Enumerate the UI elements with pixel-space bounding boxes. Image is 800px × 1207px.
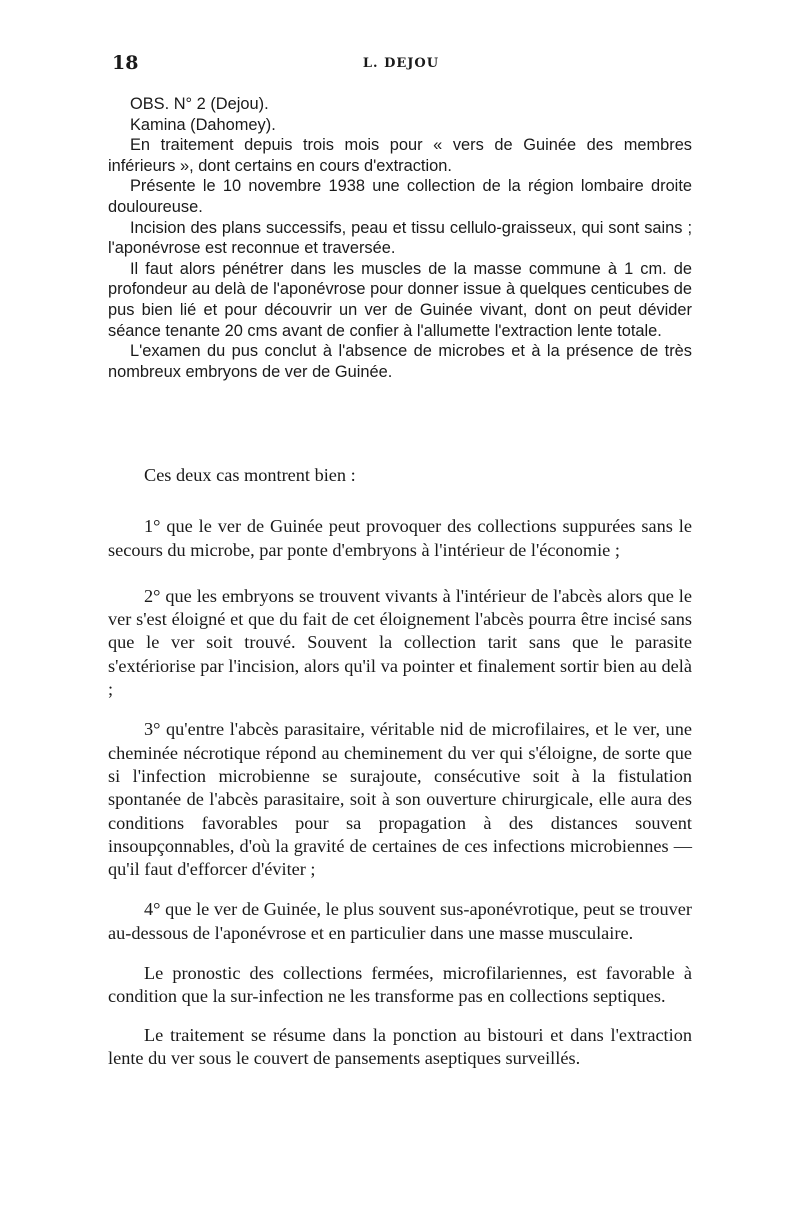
running-head: L. DEJOU: [362, 56, 440, 71]
treatment-paragraph: Le traitement se résume dans la ponction au bistouri et dans l'extraction lente du ver sous le couvert de pansements aseptiques surveillés.: [108, 1024, 692, 1068]
prognosis-paragraph: Le pronostic des collections fermées, microfilariennes, est favorable à condition que la sur-infection ne les transforme pas en collections septiques.: [108, 963, 692, 1007]
numbered-point: 4° que le ver de Guinée, le plus souvent sus-aponévrotique, peut se trouver au-dessous de l'aponévrose et en particulier dans une masse musculaire.: [108, 899, 692, 943]
numbered-point: 1° que le ver de Guinée peut provoquer des collections suppurées sans le secours du microbe, par ponte d'embryons à l'intérieur de l'économie ;: [108, 516, 692, 560]
observation-paragraph: En traitement depuis trois mois pour « vers de Guinée des membres inférieurs », dont certains en cours d'extraction.: [108, 136, 692, 175]
observation-paragraph: L'examen du pus conclut à l'absence de microbes et à la présence de très nombreux embryons de ver de Guinée.: [108, 342, 692, 381]
observation-section: [108, 94, 692, 382]
observation-paragraph: Il faut alors pénétrer dans les muscles de la masse commune à 1 cm. de profondeur au delà de l'aponévrose pour donner issue à quelques centicubes de pus bien lié et pour découvrir un ver de Guinée vivant, dont on peut dévider séance tenante 20 cms avant de confier à l'allumette l'extraction lente totale.: [108, 259, 692, 340]
numbered-point: 3° qu'entre l'abcès parasitaire, véritable nid de microfilaires, et le ver, une cheminée nécrotique répond au cheminement du ver qui s'éloigne, de sorte que si l'infection microbienne se surajoute, consécutive soit à la fistulation spontanée de l'abcès parasitaire, soit à son ouverture chirurgicale, elle aura des conditions favorables pour sa propagation à des distances souvent insoupçonnables, d'où la gravité de certaines de ces infections microbiennes — qu'il faut d'efforcer d'éviter ;: [108, 719, 692, 880]
page-header: [112, 52, 690, 78]
observation-paragraph: Incision des plans successifs, peau et tissu cellulo-graisseux, qui sont sains ; l'aponévrose est reconnue et traversée.: [108, 218, 692, 258]
conclusion-intro: Ces deux cas montrent bien :: [144, 465, 356, 485]
observation-paragraph: Présente le 10 novembre 1938 une collection de la région lombaire droite douloureuse.: [108, 177, 692, 216]
page-number: 18: [112, 52, 139, 74]
observation-place: Kamina (Dahomey).: [130, 115, 276, 134]
observation-title: OBS. N° 2 (Dejou).: [130, 95, 269, 113]
main-text: [108, 464, 692, 1085]
numbered-point: 2° que les embryons se trouvent vivants à l'intérieur de l'abcès alors que le ver s'est éloigné et que du fait de cet éloignement l'abcès pourra être incisé sans que le ver soit trouvé. Souvent la collection tarit sans que le parasite s'extériorise par l'incision, alors qu'il va pointer et finalement sortir bien au delà ;: [108, 585, 692, 700]
